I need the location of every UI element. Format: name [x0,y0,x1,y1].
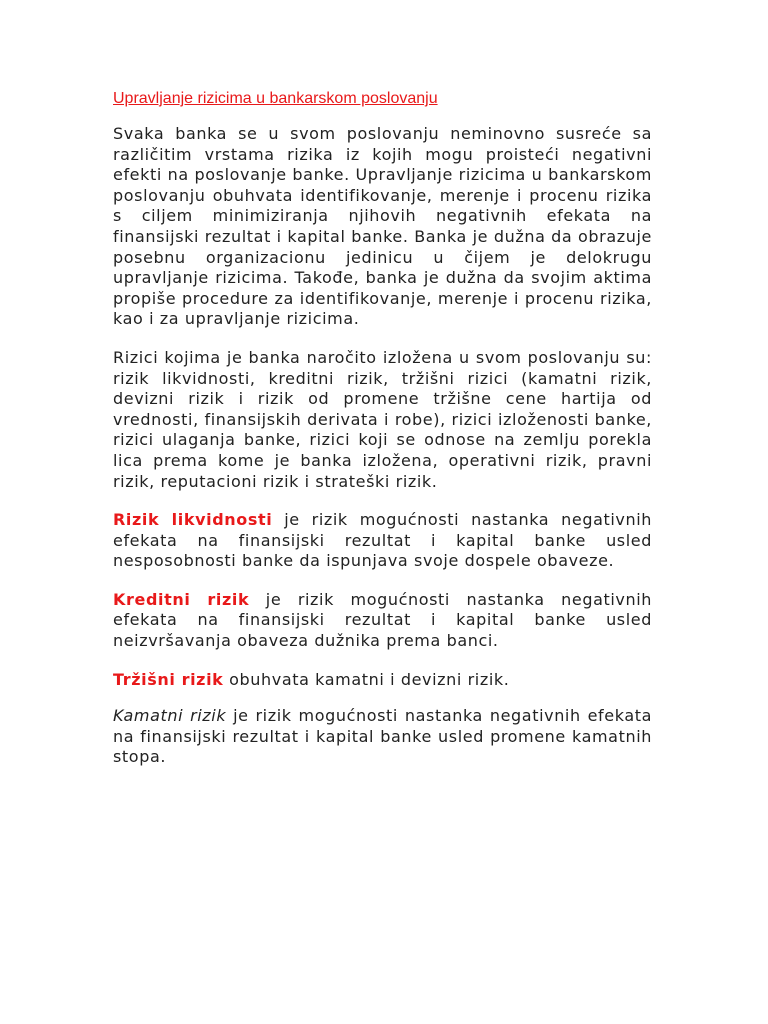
paragraph-market-risk [113,670,652,691]
paragraph-risk-list: Rizici kojima je banka naročito izložena u svom poslovanju su: rizik likvidnosti, kreditni rizik, tržišni rizici (kamatni rizik, devizni rizik i rizik od promene tržišne cene hartija od vrednosti, finansijskih derivata i robe), rizici izloženosti banke, rizici ulaganja banke, rizici koji se odnose na zemlju porekla lica prema kome je banka izložena, operativni rizik, pravni rizik, reputacioni rizik i strateški rizik. [113,347,652,491]
definition-interest-risk: je rizik mogućnosti nastanka negativnih efekata na finansijski rezultat i kapital banke usled promene kamatnih stopa. [113,706,653,767]
paragraph-interest-risk [113,706,652,768]
term-credit-risk: Kreditni rizik [113,589,250,609]
term-market-risk: Tržišni rizik [113,669,224,689]
definition-market-risk: obuhvata kamatni i devizni rizik. [223,669,510,689]
paragraph-liquidity-risk [113,510,652,572]
definition-liquidity-risk: je rizik mogućnosti nastanka negativnih efekata na finansijski rezultat i kapital banke usled nesposobnosti banke da ispunjava svoje dospele obaveze. [113,510,652,571]
term-liquidity-risk: Rizik likvidnosti [113,510,273,530]
definition-credit-risk: je rizik mogućnosti nastanka negativnih efekata na finansijski rezultat i kapital banke usled neizvršavanja obaveza dužnika prema banci. [113,589,652,651]
paragraph-credit-risk [113,590,652,652]
document-page [113,88,652,786]
paragraph-intro: Svaka banka se u svom poslovanju neminovno susreće sa različitim vrstama rizika iz kojih mogu proisteći negativni efekti na poslovanje banke. Upravljanje rizicima u bankarskom poslovanju obuhvata identifikovanje, merenje i procenu rizika s ciljem minimiziranja njihovih negativnih efekata na finansijski rezultat i kapital banke. Banka je dužna da obrazuje posebnu organizacionu jedinicu u čijem je delokrugu upravljanje rizicima. Takođe, banka je dužna da svojim aktima propiše procedure za identifikovanje, merenje i procenu rizika, kao i za upravljanje rizicima. [113,124,652,329]
term-interest-risk: Kamatni rizik [113,706,227,726]
document-title: Upravljanje rizicima u bankarskom poslovanju [113,90,438,107]
